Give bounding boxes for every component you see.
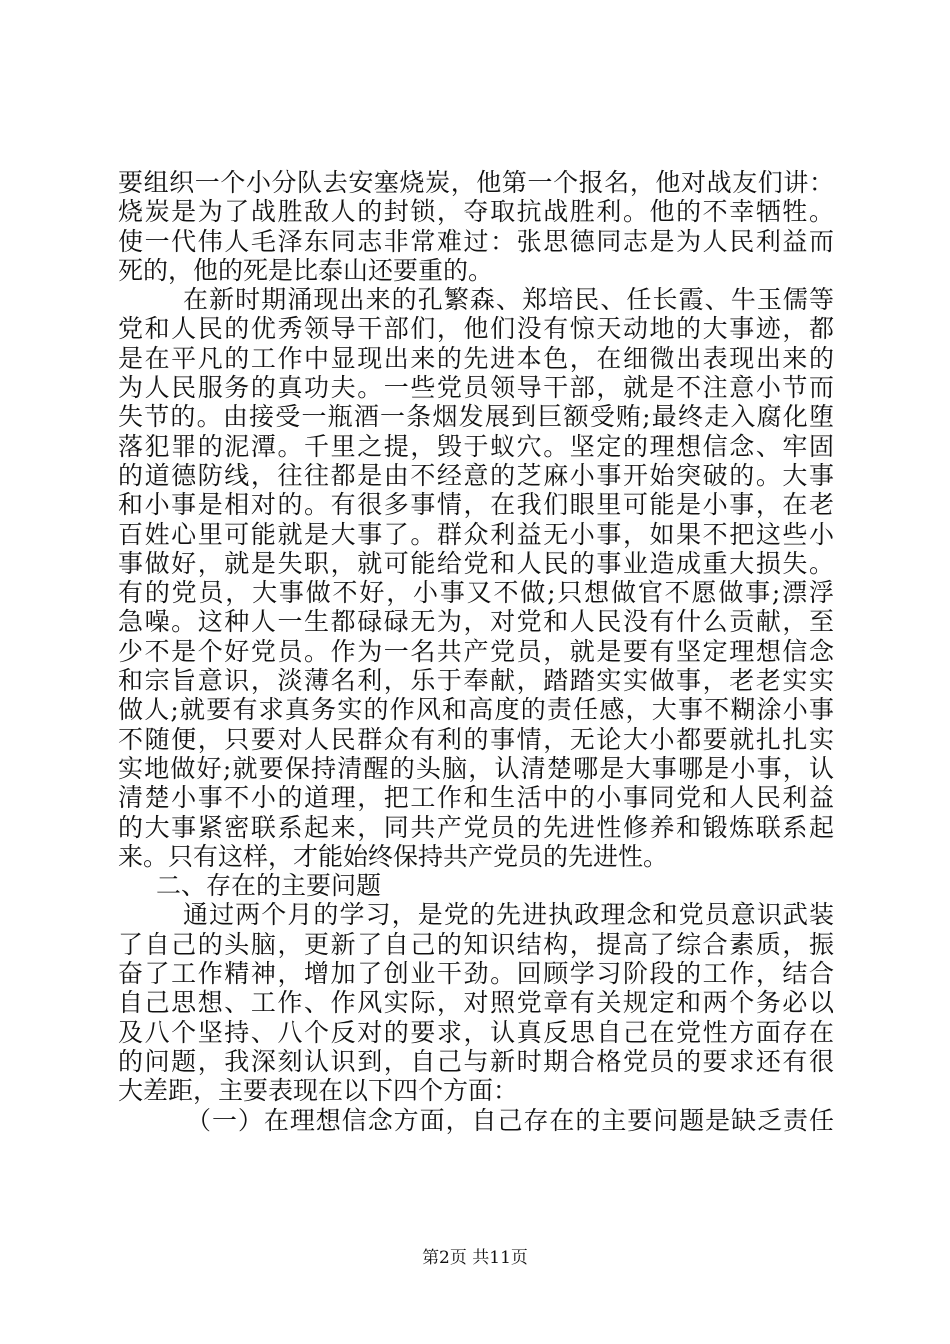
- text-line: 要组织一个小分队去安塞烧炭，他第一个报名，他对战友们讲：: [118, 168, 834, 197]
- text-line: 党和人民的优秀领导干部们，他们没有惊天动地的大事迹，都: [118, 314, 834, 344]
- text-line: 烧炭是为了战胜敌人的封锁，夺取抗战胜利。他的不幸牺牲。: [118, 197, 834, 227]
- text-line: 了自己的头脑，更新了自己的知识结构，提高了综合素质，振: [118, 929, 834, 959]
- text-line: 来。只有这样，才能始终保持共产党员的先进性。: [118, 841, 669, 871]
- text-line: 实地做好;就要保持清醒的头脑，认清楚哪是大事哪是小事，认: [118, 753, 834, 783]
- text-line: 落犯罪的泥潭。千里之提，毁于蚁穴。坚定的理想信念、牢固: [118, 431, 834, 461]
- text-line: 在新时期涌现出来的孔繁森、郑培民、任长霞、牛玉儒等: [183, 285, 834, 315]
- text-line: 急噪。这种人一生都碌碌无为，对党和人民没有什么贡献，至: [118, 607, 834, 637]
- text-line: 和宗旨意识，淡薄名利，乐于奉献，踏踏实实做事，老老实实: [118, 666, 834, 696]
- text-line: 不随便，只要对人民群众有利的事情，无论大小都要就扎扎实: [118, 724, 834, 754]
- document-body: [118, 168, 834, 1135]
- subsection-heading: （一）在理想信念方面，自己存在的主要问题是缺乏责任: [186, 1105, 834, 1135]
- text-line: 的大事紧密联系起来，同共产党员的先进性修养和锻炼联系起: [118, 812, 834, 842]
- text-line: 大差距，主要表现在以下四个方面：: [118, 1076, 519, 1106]
- text-line: 是在平凡的工作中显现出来的先进本色，在细微出表现出来的: [118, 343, 834, 373]
- text-line: 及八个坚持、八个反对的要求，认真反思自己在党性方面存在: [118, 1017, 834, 1047]
- text-line: 通过两个月的学习，是党的先进执政理念和党员意识武装: [183, 900, 834, 930]
- text-line: 事做好，就是失职，就可能给党和人民的事业造成重大损失。: [118, 548, 834, 578]
- page-number: 第2页 共11页: [422, 1248, 528, 1268]
- text-line: 清楚小事不小的道理，把工作和生活中的小事同党和人民利益: [118, 783, 834, 813]
- text-line: 少不是个好党员。作为一名共产党员，就是要有坚定理想信念: [118, 636, 834, 666]
- text-line: 使一代伟人毛泽东同志非常难过：张思德同志是为人民利益而: [118, 226, 834, 256]
- text-line: 奋了工作精神，增加了创业干劲。回顾学习阶段的工作，结合: [118, 959, 834, 989]
- text-line: 和小事是相对的。有很多事情，在我们眼里可能是小事，在老: [118, 490, 834, 520]
- page-footer: [0, 1243, 950, 1268]
- text-line: 百姓心里可能就是大事了。群众利益无小事，如果不把这些小: [118, 519, 834, 549]
- text-line: 的问题，我深刻认识到，自己与新时期合格党员的要求还有很: [118, 1046, 834, 1076]
- text-line: 死的，他的死是比泰山还要重的。: [118, 255, 494, 285]
- section-heading: 二、存在的主要问题: [156, 871, 382, 901]
- text-line: 为人民服务的真功夫。一些党员领导干部，就是不注意小节而: [118, 373, 834, 403]
- text-line: 有的党员，大事做不好，小事又不做;只想做官不愿做事;漂浮: [118, 578, 834, 608]
- text-line: 做人;就要有求真务实的作风和高度的责任感，大事不糊涂小事: [118, 695, 834, 725]
- text-line: 自己思想、工作、作风实际，对照党章有关规定和两个务必以: [118, 988, 834, 1018]
- text-line: 失节的。由接受一瓶酒一条烟发展到巨额受贿;最终走入腐化堕: [118, 402, 834, 432]
- text-line: 的道德防线，往往都是由不经意的芝麻小事开始突破的。大事: [118, 460, 834, 490]
